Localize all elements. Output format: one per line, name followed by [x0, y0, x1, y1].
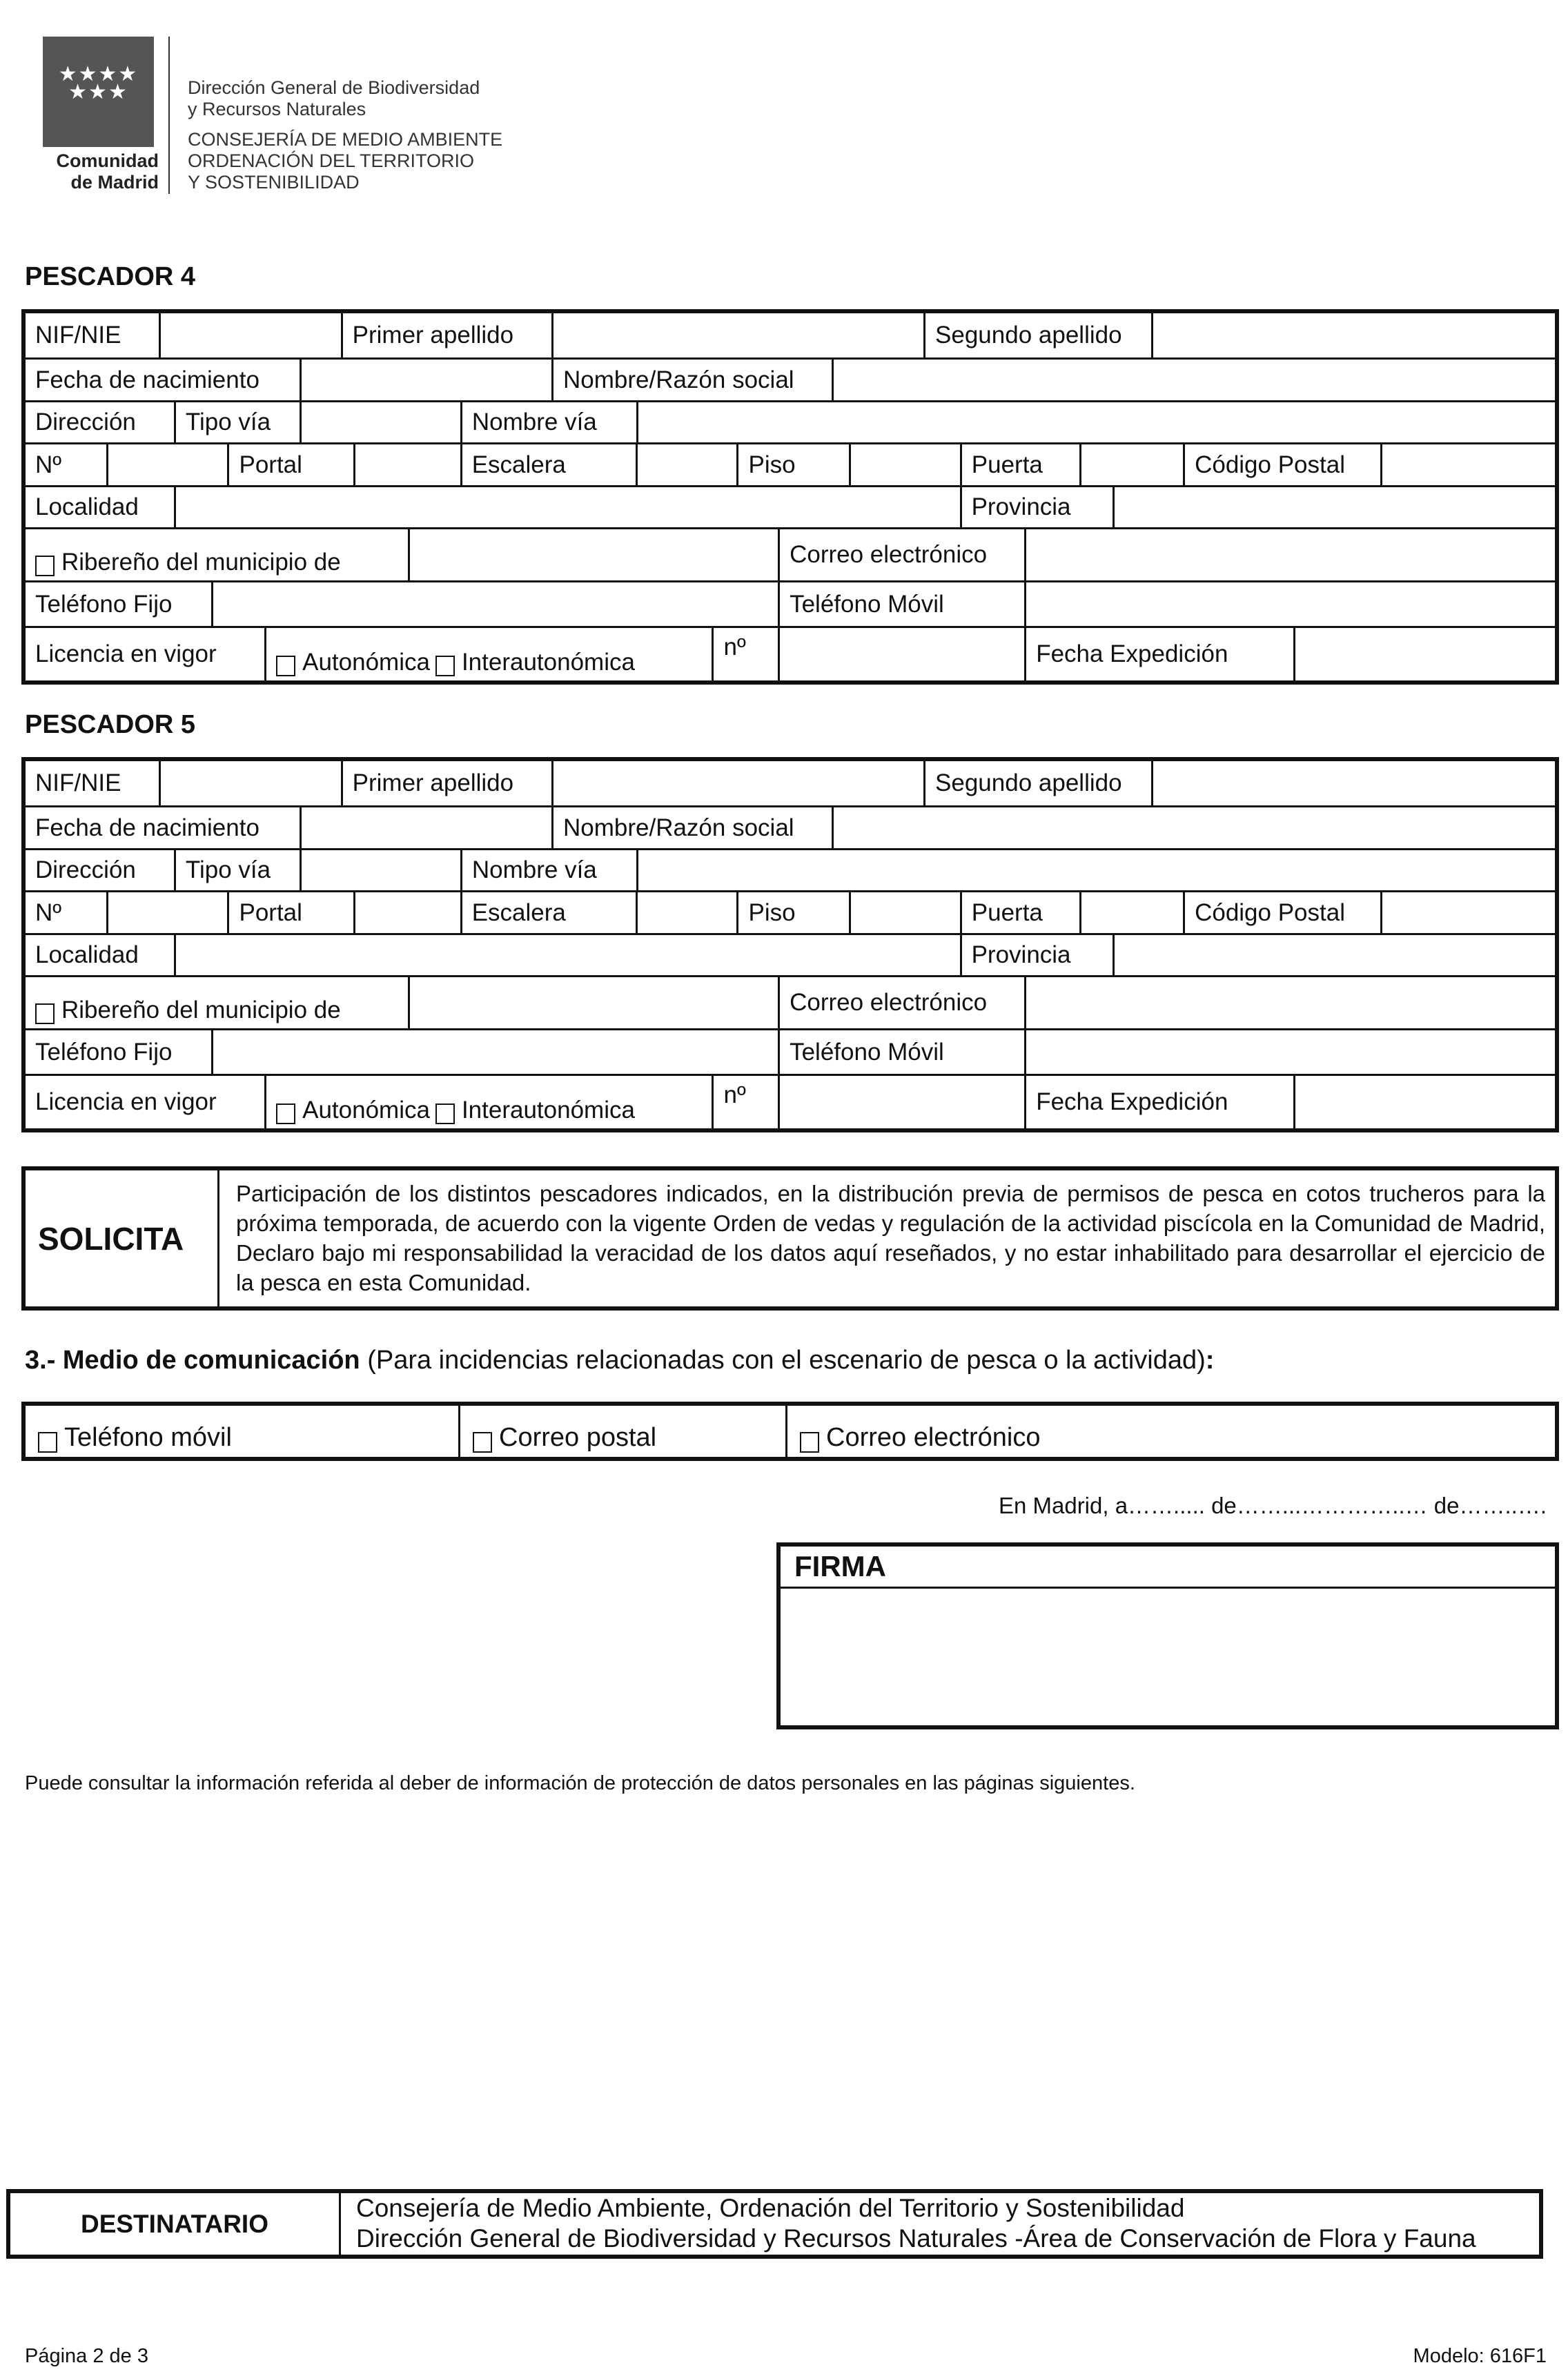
field-label — [960, 487, 1113, 527]
page-number: Página 2 de 3 — [25, 2345, 148, 2367]
logo-text — [43, 150, 159, 193]
field-label — [460, 850, 636, 890]
option-correo-postal[interactable] — [458, 1406, 785, 1457]
dept-line: Dirección General de Biodiversidad — [188, 77, 480, 98]
firma-label: FIRMA — [781, 1547, 1555, 1589]
checkbox-icon[interactable] — [276, 656, 295, 676]
field-input[interactable] — [1024, 1030, 1555, 1074]
form-row — [26, 1074, 1555, 1128]
field-input[interactable] — [1113, 935, 1555, 975]
field-input[interactable] — [1293, 628, 1555, 680]
field-label-text: Correo electrónico — [790, 989, 988, 1016]
field-label — [26, 807, 300, 848]
field-input[interactable] — [300, 402, 460, 442]
checkbox-label: Autonómica — [302, 1097, 430, 1124]
section-3-heading — [25, 1346, 1214, 1375]
field-label — [712, 1076, 778, 1128]
option-label: Correo postal — [499, 1423, 657, 1452]
field-label-text: Primer apellido — [352, 769, 514, 796]
checkbox-icon[interactable] — [435, 1103, 455, 1124]
field-label — [460, 444, 636, 485]
form-row — [26, 400, 1555, 442]
field-label-text: Escalera — [471, 899, 566, 926]
pescador-4-title: PESCADOR 4 — [25, 262, 196, 291]
field-label-text: Localidad — [35, 493, 139, 520]
field-label-text: Código Postal — [1195, 451, 1345, 478]
form-row — [26, 933, 1555, 975]
field-input[interactable] — [300, 807, 551, 848]
field-label — [26, 892, 106, 933]
field-label — [778, 1030, 1024, 1074]
field-label — [778, 977, 1024, 1028]
field-label-text: Nombre/Razón social — [562, 366, 794, 393]
field-input[interactable] — [849, 892, 960, 933]
checkbox-label: Ribereño del municipio de — [61, 997, 341, 1023]
checkbox-icon[interactable] — [38, 1432, 57, 1453]
field-input[interactable] — [300, 360, 551, 400]
communication-options — [21, 1402, 1559, 1461]
field-label-text: Correo electrónico — [790, 541, 988, 568]
checkbox-icon[interactable] — [800, 1432, 819, 1453]
field-label — [26, 582, 211, 626]
field-label-text: Portal — [239, 899, 302, 926]
field-label-text: Teléfono Móvil — [790, 1038, 944, 1066]
field-label — [736, 892, 848, 933]
field-input[interactable] — [174, 487, 960, 527]
field-label-text: Nombre/Razón social — [562, 814, 794, 841]
field-input[interactable] — [174, 935, 960, 975]
field-label — [341, 313, 551, 357]
field-input[interactable] — [636, 444, 736, 485]
field-label — [26, 628, 264, 680]
field-label-text: Puerta — [971, 899, 1043, 926]
form-row — [26, 580, 1555, 626]
form-row — [26, 975, 1555, 1028]
field-label — [26, 761, 159, 805]
field-label — [460, 892, 636, 933]
field-label — [227, 444, 353, 485]
pescador-5-title: PESCADOR 5 — [25, 710, 196, 739]
field-input[interactable] — [353, 444, 460, 485]
field-input[interactable] — [408, 529, 778, 580]
field-label-text: Nombre vía — [471, 409, 597, 435]
option-correo-electronico[interactable] — [785, 1406, 1555, 1457]
field-label — [1183, 444, 1380, 485]
field-input[interactable] — [832, 360, 1555, 400]
option-label: Correo electrónico — [826, 1423, 1041, 1452]
field-label-text: Teléfono Fijo — [35, 590, 173, 618]
field-label — [26, 1030, 211, 1074]
field-label — [227, 892, 353, 933]
field-label-text: Código Postal — [1195, 899, 1345, 926]
form-row — [26, 527, 1555, 580]
field-input[interactable] — [106, 892, 227, 933]
checkbox-icon[interactable] — [435, 656, 455, 676]
logo-emblem — [43, 37, 154, 147]
field-label — [174, 402, 300, 442]
field-label-text: Fecha de nacimiento — [35, 366, 259, 393]
form-row — [26, 313, 1555, 357]
field-label — [26, 313, 159, 357]
field-label — [26, 1076, 264, 1128]
form-row — [26, 1028, 1555, 1074]
field-label-text: Fecha Expedición — [1036, 640, 1228, 667]
field-label-text: Localidad — [35, 941, 139, 968]
field-label-text: Provincia — [971, 941, 1071, 968]
checkbox-icon[interactable] — [35, 1003, 55, 1024]
date-line: En Madrid, a……..... de……...…………..… de……..…. — [998, 1493, 1547, 1518]
field-label — [736, 444, 848, 485]
field-label-text: Teléfono Móvil — [790, 590, 944, 618]
field-label-text: nº — [723, 1081, 746, 1108]
checkbox-label: Interautonómica — [461, 1097, 635, 1124]
field-label — [923, 313, 1151, 357]
field-label-text: Portal — [239, 451, 302, 478]
field-label-text: Nº — [35, 451, 62, 478]
field-input[interactable] — [300, 850, 460, 890]
checkbox-label: Autonómica — [302, 649, 430, 676]
field-label-text: Segundo apellido — [935, 322, 1122, 349]
field-label-text: Tipo vía — [185, 856, 271, 883]
model-code: Modelo: 616F1 — [1413, 2345, 1547, 2367]
field-input[interactable] — [1113, 487, 1555, 527]
field-label-text: Nº — [35, 899, 62, 926]
form-row — [26, 626, 1555, 680]
field-input[interactable] — [551, 313, 923, 357]
checkbox-field[interactable] — [26, 977, 408, 1028]
field-input[interactable] — [1024, 977, 1555, 1028]
field-label — [26, 402, 174, 442]
form-row — [26, 805, 1555, 848]
field-label — [26, 850, 174, 890]
field-label-text: Segundo apellido — [935, 769, 1122, 796]
pescador-4-form — [21, 309, 1559, 685]
field-label-text: Licencia en vigor — [35, 640, 217, 667]
field-label — [778, 582, 1024, 626]
field-label-text: Dirección — [35, 856, 136, 883]
form-row — [26, 848, 1555, 890]
option-telefono-movil[interactable] — [26, 1406, 458, 1457]
field-label — [26, 444, 106, 485]
checkbox-label: Interautonómica — [461, 649, 635, 676]
logo-line: de Madrid — [70, 172, 159, 193]
field-label-text: nº — [723, 634, 746, 660]
checkbox-field[interactable] — [26, 529, 408, 580]
field-label — [960, 892, 1079, 933]
field-input[interactable] — [1024, 529, 1555, 580]
section-3-title: 3.- Medio de comunicación — [25, 1346, 360, 1375]
field-label — [26, 487, 174, 527]
dept-line: Y SOSTENIBILIDAD — [188, 172, 360, 193]
field-label — [960, 935, 1113, 975]
field-label-text: Teléfono Fijo — [35, 1038, 173, 1066]
field-input[interactable] — [353, 892, 460, 933]
field-label — [551, 360, 832, 400]
field-label-text: Piso — [748, 451, 796, 478]
field-input[interactable] — [211, 1030, 778, 1074]
field-input[interactable] — [636, 892, 736, 933]
destinatario-line: Dirección General de Biodiversidad y Recursos Naturales -Área de Conservación de Flora y Fauna — [356, 2224, 1476, 2253]
license-type-options[interactable] — [264, 1076, 712, 1128]
field-input[interactable] — [832, 807, 1555, 848]
field-label-text: Tipo vía — [185, 409, 271, 435]
field-label-text: Dirección — [35, 409, 136, 435]
field-input[interactable] — [849, 444, 960, 485]
form-row — [26, 761, 1555, 805]
field-label — [923, 761, 1151, 805]
option-label: Teléfono móvil — [64, 1423, 232, 1452]
form-row — [26, 442, 1555, 485]
field-label-text: Fecha de nacimiento — [35, 814, 259, 841]
field-label — [1024, 1076, 1293, 1128]
solicita-box — [21, 1166, 1559, 1311]
firma-box[interactable] — [776, 1542, 1559, 1729]
destinatario-line: Consejería de Medio Ambiente, Ordenación del Territorio y Sostenibilidad — [356, 2194, 1185, 2222]
form-row — [26, 357, 1555, 400]
field-input[interactable] — [778, 628, 1024, 680]
field-label — [1183, 892, 1380, 933]
logo-divider — [168, 37, 170, 194]
field-label — [551, 807, 832, 848]
dept-line: y Recursos Naturales — [188, 99, 366, 119]
field-input[interactable] — [408, 977, 778, 1028]
field-input[interactable] — [1079, 892, 1183, 933]
field-label-text: Puerta — [971, 451, 1043, 478]
field-label-text: Piso — [748, 899, 796, 926]
field-input[interactable] — [636, 402, 1555, 442]
field-label-text: NIF/NIE — [35, 769, 121, 796]
field-input[interactable] — [106, 444, 227, 485]
field-label-text: Escalera — [471, 451, 566, 478]
field-label-text: Primer apellido — [352, 322, 514, 349]
checkbox-label: Ribereño del municipio de — [61, 549, 341, 576]
stars-icon: ★★★★ ★★★ — [58, 63, 139, 104]
dept-line: CONSEJERÍA DE MEDIO AMBIENTE — [188, 129, 503, 150]
field-label-text: Provincia — [971, 493, 1071, 520]
pescador-5-form — [21, 757, 1559, 1132]
field-input[interactable] — [1380, 444, 1555, 485]
field-input[interactable] — [551, 761, 923, 805]
field-label — [778, 529, 1024, 580]
dept-line: ORDENACIÓN DEL TERRITORIO — [188, 150, 475, 171]
form-row — [26, 890, 1555, 933]
field-label — [1024, 628, 1293, 680]
field-label — [712, 628, 778, 680]
field-input[interactable] — [1151, 313, 1555, 357]
field-input[interactable] — [159, 313, 341, 357]
form-row — [26, 485, 1555, 527]
section-3-colon: : — [1205, 1346, 1215, 1375]
field-label-text: NIF/NIE — [35, 322, 121, 349]
logo-line: Comunidad — [56, 150, 159, 171]
field-label — [460, 402, 636, 442]
section-3-subtitle: (Para incidencias relacionadas con el escenario de pesca o la actividad) — [360, 1346, 1206, 1375]
field-label — [341, 761, 551, 805]
field-input[interactable] — [778, 1076, 1024, 1128]
field-label-text: Nombre vía — [471, 856, 597, 883]
solicita-label: SOLICITA — [26, 1170, 219, 1306]
field-input[interactable] — [211, 582, 778, 626]
field-label — [960, 444, 1079, 485]
destinatario-box — [6, 2189, 1543, 2259]
field-label — [26, 935, 174, 975]
field-label-text: Licencia en vigor — [35, 1088, 217, 1115]
privacy-note: Puede consultar la información referida al deber de información de protección de datos personales en las páginas siguientes. — [25, 1772, 1135, 1794]
field-input[interactable] — [1293, 1076, 1555, 1128]
field-label — [26, 360, 300, 400]
solicita-text: Participación de los distintos pescadores indicados, en la distribución previa de permisos de pesca en cotos trucheros para la próxima temporada, de acuerdo con la vigente Orden de vedas y regulación de la actividad piscícola en la Comunidad de Madrid, Declaro bajo mi responsabilidad la veracidad de los datos aquí reseñados, y no estar inhabilitado para desarrollar el ejercicio de la pesca en esta Comunidad. — [236, 1181, 1545, 1295]
checkbox-icon[interactable] — [276, 1103, 295, 1124]
destinatario-label: DESTINATARIO — [10, 2193, 341, 2255]
field-label — [174, 850, 300, 890]
field-input[interactable] — [1024, 582, 1555, 626]
checkbox-icon[interactable] — [35, 556, 55, 576]
checkbox-icon[interactable] — [473, 1432, 492, 1453]
license-type-options[interactable] — [264, 628, 712, 680]
field-input[interactable] — [1151, 761, 1555, 805]
field-label-text: Fecha Expedición — [1036, 1088, 1228, 1115]
field-input[interactable] — [1079, 444, 1183, 485]
destinatario-text — [341, 2193, 1539, 2255]
field-input[interactable] — [1380, 892, 1555, 933]
field-input[interactable] — [159, 761, 341, 805]
field-input[interactable] — [636, 850, 1555, 890]
